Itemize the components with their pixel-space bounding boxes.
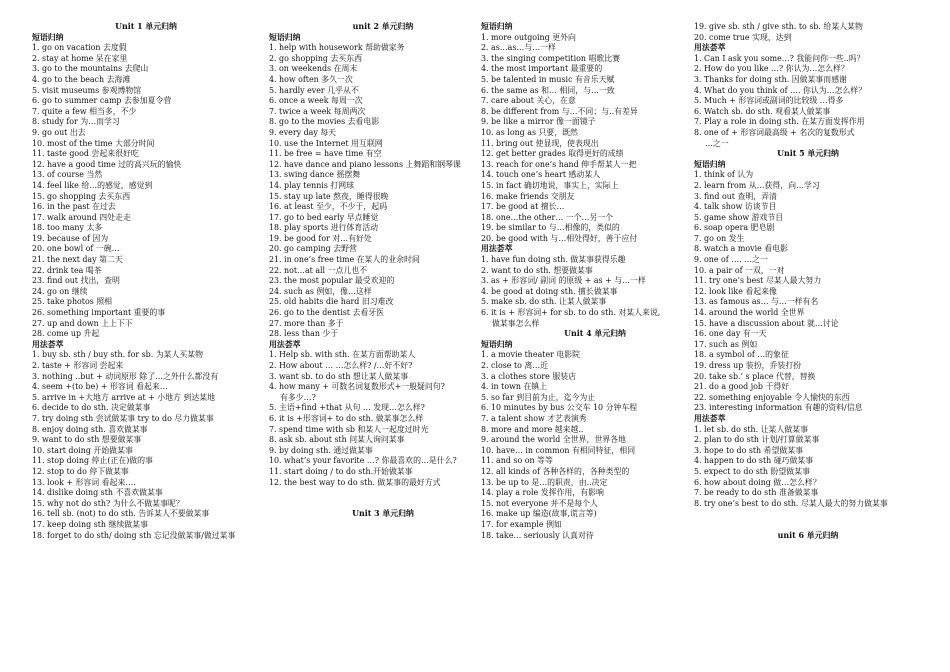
section-heading: 短语归纳 <box>694 159 726 169</box>
list-item: 12. stop to do 停下做某事 <box>32 466 129 476</box>
list-item: 1. have fun doing sth. 做某事获得乐趣 <box>481 255 626 265</box>
list-item: 14. dislike doing sth 不喜欢做某事 <box>32 488 163 498</box>
list-item: 5. 主语+find +that 从句 … 发现…怎么样? <box>269 403 425 413</box>
list-item: 17. go to bed early 早点睡觉 <box>269 212 379 222</box>
unit-heading: Unit 4 单元归纳 <box>564 329 626 339</box>
list-item: 11. try one’s best 尽某人最大努力 <box>694 276 822 286</box>
list-item: 11. be free = have time 有空 <box>269 149 382 159</box>
list-item: 4. the most important 最重要的 <box>481 64 603 74</box>
list-item: 5. hardly ever 几乎从不 <box>269 85 359 95</box>
list-item: 16. at least 至少，不少于，起码 <box>269 202 388 212</box>
list-item: 7. a talent show 才艺表演秀 <box>481 413 587 423</box>
list-item: 11. start doing / to do sth.开始做某事 <box>269 466 413 476</box>
list-item: 5. visit museums 参观博物馆 <box>32 85 142 95</box>
list-item: 20. come true 实现，达到 <box>694 32 792 42</box>
list-item: 17. be good at 擅长… <box>481 202 565 212</box>
list-item: 13. reach for one’s hand 伸手帮某人一把 <box>481 159 637 169</box>
list-item: 4. be good at doing sth. 擅长做某事 <box>481 286 618 296</box>
column-2 <box>269 22 497 520</box>
list-item: 11. bring out 使显现，使表现出 <box>481 138 599 148</box>
list-item: 6. the same as 和… 相同，与…一致 <box>481 85 615 95</box>
list-item: 3. go to the mountains 去爬山 <box>32 64 149 74</box>
list-item: 10. use the Internet 用互联网 <box>269 138 383 148</box>
list-item: 16. make friends 交朋友 <box>481 191 575 201</box>
list-item: 8. ask sb. about sth 问某人询问某事 <box>269 435 405 445</box>
list-item: 17. for example 例如 <box>481 519 562 529</box>
list-item: 4. in town 在镇上 <box>481 382 548 392</box>
list-item: 14. play tennis 打网球 <box>269 180 355 190</box>
list-item: 20. take sb.’ s place 代替，替换 <box>694 371 816 381</box>
list-item: 6. it is + 形容词+ for sb. to do sth. 对某人来说, <box>481 308 661 318</box>
list-item: 2. as…as…与…一样 <box>481 43 556 53</box>
list-item: 19. be good for 对…有好处 <box>269 233 372 243</box>
list-item: 2. taste + 形容词 尝起来 <box>32 361 124 370</box>
list-item: 3. Thanks for doing sth. 因做某事而感谢 <box>694 74 847 84</box>
list-item: 2. How do you like …? 你认为…怎么样？ <box>694 64 849 74</box>
list-item: 14. touch one’s heart 感动某人 <box>481 170 601 180</box>
list-item: 18. too many 太多 <box>32 223 103 233</box>
list-item: 12. have a good time 过的高兴玩的愉快 <box>32 159 182 169</box>
list-item: 8. watch a movie 看电影 <box>694 244 788 254</box>
list-item: 3. nothing ..but + 动词原形 除了…之外什么都没有 <box>32 371 219 381</box>
list-item: 10. a pair of 一双，一对 <box>694 265 785 275</box>
list-item: 17. walk around 四处走走 <box>32 212 131 222</box>
list-item: 2. How about … …怎么样? /…好不好? <box>269 361 413 370</box>
list-item: 25. old habits die hard 旧习难改 <box>269 297 394 307</box>
list-item: 3. a clothes store 服装店 <box>481 371 577 381</box>
section-heading: 短语归纳 <box>481 339 513 349</box>
list-item: 12. the best way to do sth. 做某事的最好方式 <box>269 477 441 487</box>
list-item: 26. something important 重要的事 <box>32 308 166 318</box>
list-item: 23. find out 找出，查明 <box>32 276 120 286</box>
list-item: 13. be up to 是…的职责，由..决定 <box>481 477 608 487</box>
list-item: …之一 <box>705 138 729 148</box>
list-item: 24. go on 继续 <box>32 286 88 296</box>
list-item: 19. give sb. sth / give sth. to sb. 给某人某物 <box>694 22 863 31</box>
list-item: 9. by doing sth. 通过做某事 <box>269 445 373 455</box>
list-item: 1. a movie theater 电影院 <box>481 350 581 360</box>
list-item: 22. something enjoyable 令人愉快的东西 <box>694 392 850 402</box>
list-item: 5. make sb. do sth. 让某人做某事 <box>481 297 607 307</box>
list-item: 8. be different from 与…不同；与..有差异 <box>481 106 638 116</box>
list-item: 1. buy sb. sth / buy sth. for sb. 为某人买某物 <box>32 350 204 360</box>
list-item: 10. as long as 只要，既然 <box>481 127 578 137</box>
list-item: 27. more than 多于 <box>269 318 344 328</box>
list-item: 8. enjoy doing sth. 喜欢做某事 <box>32 424 148 434</box>
list-item: 21. do a good job 干得好 <box>694 382 790 392</box>
list-item: 16. in the past 在过去 <box>32 202 116 212</box>
list-item: 15. go shopping 去买东西 <box>32 191 131 201</box>
unit-heading: Unit 3 单元归纳 <box>352 509 414 519</box>
list-item: 18. forget to do sth/ doing sth 忘记没做某事/做过某事 <box>32 530 236 540</box>
list-item: 2. stay at home 呆在家里 <box>32 53 128 63</box>
list-item: 18. take… seriously 认真对待 <box>481 530 594 540</box>
list-item: 20. be good with 与…相处得好，善于应付 <box>481 233 638 243</box>
list-item: 16. make up 编造(故事,谎言等) <box>481 509 597 519</box>
list-item: 7. Play a role in doing sth. 在某方面发挥作用 <box>694 117 865 127</box>
unit-heading: Unit 5 单元归纳 <box>777 149 839 159</box>
list-item: 12. look like 看起来像 <box>694 286 777 296</box>
list-item: 4. seem +(to be) + 形容词 看起来… <box>32 382 168 392</box>
list-item: 4. What do you think of …. 你认为…怎么样？ <box>694 85 867 95</box>
list-item: 20. one bowl of 一碗… <box>32 244 120 254</box>
list-item: 7. spend time with sb 和某人一起度过时光 <box>269 424 429 434</box>
list-item: 5. Much + 形容词或副词的比较级 …得多 <box>694 96 844 106</box>
list-item: 23. interesting information 有趣的资料/信息 <box>694 403 863 413</box>
list-item: 8. try one’s best to do sth. 尽某人最大的努力做某事 <box>694 498 888 508</box>
column-4 <box>694 22 922 541</box>
list-item: 9. want to do sth 想要做某事 <box>32 435 142 445</box>
section-heading: 短语归纳 <box>32 32 64 42</box>
list-item: 1. think of 认为 <box>694 170 754 180</box>
list-item: 28. come up 升起 <box>32 329 100 339</box>
list-item: 2. want to do sth. 想要做某事 <box>481 265 593 275</box>
list-item: 7. quite a few 相当多，不少 <box>32 106 137 116</box>
list-item: 16. tell sb. (not) to do sth. 告诉某人不要做某事 <box>32 509 210 519</box>
list-item: 12. have dance and piano lessons 上舞蹈和钢琴课 <box>269 159 461 169</box>
list-item: 5. expect to do sth 盼望做某事 <box>694 466 810 476</box>
list-item: 3. the singing competition 唱歌比赛 <box>481 53 621 63</box>
spacer <box>694 509 922 520</box>
list-item: 7. care about 关心，在意 <box>481 96 576 106</box>
list-item: 15. have a discussion about 就…讨论 <box>694 318 839 328</box>
list-item: 18. play sports 进行体育活动 <box>269 223 378 233</box>
list-item: 21. in one’s free time 在某人的业余时间 <box>269 255 420 265</box>
list-item: 6. how about doing 做…怎么样？ <box>694 477 821 487</box>
list-item: 3. as + 形容词/ 副词 的原级 + as + 与…一样 <box>481 276 646 286</box>
list-item: 8. go to the movies 去看电影 <box>269 117 380 127</box>
list-item: 20. go camping 去野营 <box>269 244 357 254</box>
list-item: 10. most of the time 大部分时间 <box>32 138 155 148</box>
list-item: 9. be like a mirror 像一面镜子 <box>481 117 596 127</box>
list-item: 1. more outgoing 更外向 <box>481 32 576 42</box>
section-heading: 短语归纳 <box>481 22 513 31</box>
list-item: 16. one day 有一天 <box>694 329 767 339</box>
list-item: 18. one…the other… 一个…另一个 <box>481 212 614 222</box>
list-item: 6. Watch sb. do sth. 观看某人做某事 <box>694 106 831 116</box>
list-item: 5. arrive in +大地方 arrive at + 小地方 到达某地 <box>32 392 216 402</box>
list-item: 22. drink tea 喝茶 <box>32 265 102 275</box>
list-item: 2. plan to do sth 计划/打算做某事 <box>694 435 820 445</box>
list-item: 做某事怎么样 <box>492 318 540 328</box>
list-item: 8. study for 为…而学习 <box>32 117 120 127</box>
list-item: 1. Help sb. with sth. 在某方面帮助某人 <box>269 350 416 360</box>
list-item: 12. all kinds of 各种各样的，各种类型的 <box>481 466 630 476</box>
list-item: 11. and so on 等等 <box>481 456 553 466</box>
list-item: 5. be talented in music 有音乐天赋 <box>481 74 615 84</box>
list-item: 7. be ready to do sth 准备做某事 <box>694 488 819 498</box>
list-item: 15. stay up late 熬夜，睡得很晚 <box>269 191 389 201</box>
list-item: 15. in fact 确切地说，事实上，实际上 <box>481 180 619 190</box>
list-item: 12. get better grades 取得更好的成绩 <box>481 149 624 159</box>
list-item: 4. talk show 访谈节目 <box>694 202 777 212</box>
spacer <box>269 499 497 510</box>
list-item: 13. of course 当然 <box>32 170 103 180</box>
list-item: 27. up and down 上上下下 <box>32 318 133 328</box>
section-heading: 短语归纳 <box>269 32 301 42</box>
list-item: 2. go shopping 去买东西 <box>269 53 363 63</box>
column-1 <box>32 22 260 541</box>
list-item: 26. go to the dentist 去看牙医 <box>269 308 385 318</box>
list-item: 10. what’s your favorite …? 你最喜欢的…是什么? <box>269 456 457 466</box>
list-item: 14. feel like 给…的感觉，感觉到 <box>32 180 153 190</box>
list-item: 7. try doing sth 尝试做某事 try to do 尽力做某事 <box>32 413 214 423</box>
list-item: 6. it is +形容词+ to do sth. 做某事怎么样 <box>269 413 424 423</box>
list-item: 18. a symbol of …的象征 <box>694 350 789 360</box>
list-item: 1. let sb. do sth. 让某人做某事 <box>694 424 808 434</box>
list-item: 19. because of 因为 <box>32 233 109 243</box>
section-heading: 用法荟萃 <box>32 339 64 349</box>
list-item: 3. hope to do sth 希望做某事 <box>694 445 804 455</box>
section-heading: 用法荟萃 <box>694 43 726 53</box>
list-item: 7. go on 发生 <box>694 233 745 243</box>
list-item: 6. go to summer camp 去参加夏令营 <box>32 96 172 106</box>
list-item: 6. once a week 每周一次 <box>269 96 363 106</box>
section-heading: 用法荟萃 <box>481 244 513 254</box>
list-item: 9. go out 出去 <box>32 127 86 137</box>
list-item: 17. such as 例如 <box>694 339 758 349</box>
unit-heading: Unit 1 单元归纳 <box>115 22 177 31</box>
list-item: 11. stop doing 停止(正在)做的事 <box>32 456 153 466</box>
list-item: 2. learn from 从…获得，向…学习 <box>694 180 820 190</box>
list-item: 19. be similar to 与…相像的，类似的 <box>481 223 620 233</box>
list-item: 8. more and more 越来越.. <box>481 424 584 434</box>
list-item: 6. decide to do sth. 决定做某事 <box>32 403 151 413</box>
column-3 <box>481 22 709 541</box>
list-item: 3. want sb. to do sth 想让某人做某事 <box>269 371 409 381</box>
section-heading: 用法荟萃 <box>269 339 301 349</box>
list-item: 25. take photos 照相 <box>32 297 113 307</box>
list-item: 13. as famous as… 与…一样有名 <box>694 297 819 307</box>
list-item: 9. one of …. …之一 <box>694 255 768 265</box>
list-item: 9. every day 每天 <box>269 127 337 137</box>
list-item: 1. Can I ask you some…? 我能问你一些..吗？ <box>694 53 865 63</box>
list-item: 15. why not do sth? 为什么不做某事呢？ <box>32 498 184 508</box>
list-item: 21. the next day 第二天 <box>32 255 123 265</box>
spacer <box>694 520 922 531</box>
list-item: 5. game show 游戏节目 <box>694 212 784 222</box>
list-item: 4. happen to do sth 碰巧做某事 <box>694 456 814 466</box>
list-item: 22. not…at all 一点儿也不 <box>269 265 368 275</box>
list-item: 1. go on vacation 去度假 <box>32 43 127 53</box>
list-item: 有多少…? <box>280 392 316 402</box>
list-item: 4. how often 多久一次 <box>269 74 353 84</box>
list-item: 24. such as 例如，像…这样 <box>269 286 372 296</box>
list-item: 1. help with housework 帮助做家务 <box>269 43 405 53</box>
list-item: 23. the most popular 最受欢迎的 <box>269 276 395 286</box>
list-item: 15. not everyone 并不是每个人 <box>481 498 598 508</box>
list-item: 3. on weekends 在周末 <box>269 64 358 74</box>
list-item: 13. look + 形容词 看起来…. <box>32 477 136 487</box>
list-item: 11. taste good 尝起来很好吃 <box>32 149 139 159</box>
list-item: 19. dress up 装扮，乔装打扮 <box>694 361 802 370</box>
list-item: 14. around the world 全世界 <box>694 308 805 318</box>
spacer <box>269 488 497 499</box>
list-item: 6. 10 minutes by bus 公交车 10 分钟车程 <box>481 403 638 413</box>
list-item: 28. less than 少于 <box>269 329 339 339</box>
list-item: 6. soap opera 肥皂剧 <box>694 223 775 233</box>
unit-heading: unit 2 单元归纳 <box>352 22 414 31</box>
list-item: 7. twice a week 每周两次 <box>269 106 366 116</box>
list-item: 9. around the world 全世界，世界各地 <box>481 435 626 445</box>
list-item: 8. one of + 形容词最高级 + 名次的复数形式 <box>694 127 855 137</box>
list-item: 4. how many + 可数名词复数形式+一般疑问句? <box>269 382 445 392</box>
list-item: 4. go to the beach 去海滩 <box>32 74 131 84</box>
list-item: 10. start doing 开始做某事 <box>32 445 133 455</box>
list-item: 3. find out 查明，弄清 <box>694 191 777 201</box>
list-item: 10. have… in common 有相同特征，相同 <box>481 445 636 455</box>
list-item: 13. swing dance 摇摆舞 <box>269 170 361 180</box>
list-item: 14. play a role 发挥作用，有影响 <box>481 488 604 498</box>
list-item: 17. keep doing sth 继续做某事 <box>32 519 148 529</box>
section-heading: 用法荟萃 <box>694 413 726 423</box>
list-item: 2. close to 离…近 <box>481 361 549 370</box>
list-item: 5. so far 到目前为止，迄今为止 <box>481 392 596 402</box>
unit-heading: unit 6 单元归纳 <box>777 530 839 540</box>
